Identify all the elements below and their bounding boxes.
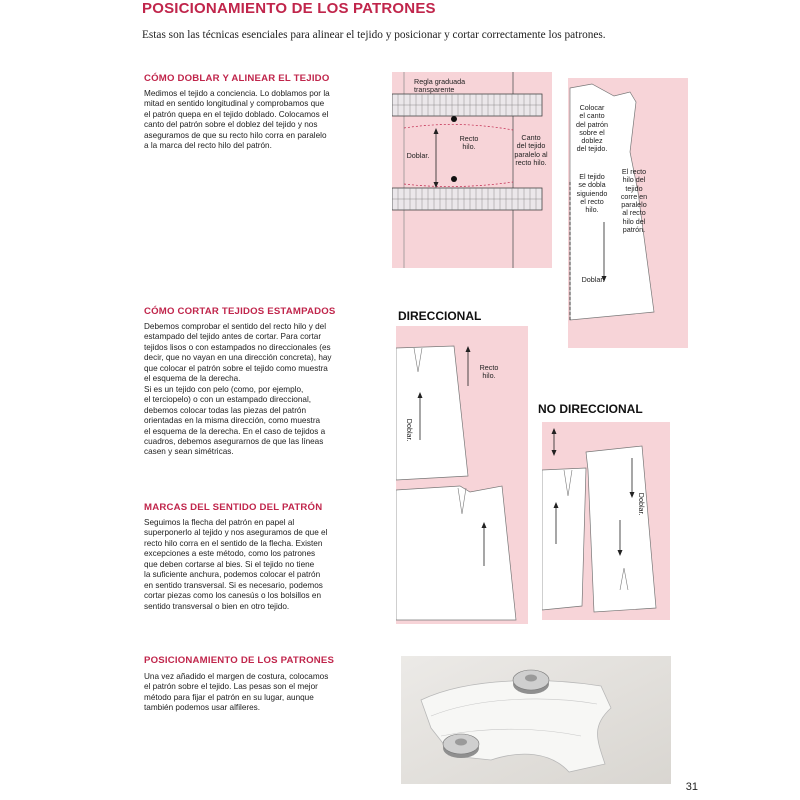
section-text-fold: Medimos el tejido a conciencia. Lo doblamos por la mitad en sentido longitudinal y comprobamos que el patrón quepa en el tejido doblado. Colocamos el canto del patrón sobre el doblez del tejido y nos aseguramos de que su recto hilo corra en paralelo a la marca del recto hilo del patrón. bbox=[144, 89, 330, 151]
weight-icon bbox=[443, 734, 479, 758]
direccional-label: DIRECCIONAL bbox=[398, 309, 482, 323]
colocar-label: Colocar el canto del patrón sobre el doblez del tejido. bbox=[576, 103, 608, 154]
recto-hilo-label-2: Recto hilo. bbox=[479, 363, 499, 381]
section-heading-marks: MARCAS DEL SENTIDO DEL PATRÓN bbox=[144, 502, 323, 513]
doblar-label-3: Doblar. bbox=[405, 418, 415, 442]
ruler-bottom bbox=[392, 188, 542, 210]
section-heading-printed: CÓMO CORTAR TEJIDOS ESTAMPADOS bbox=[144, 306, 336, 317]
marker-dot bbox=[451, 116, 457, 122]
doblar-label-4: Doblar. bbox=[637, 492, 647, 516]
section-heading-fold: CÓMO DOBLAR Y ALINEAR EL TEJIDO bbox=[144, 73, 330, 84]
marker-dot bbox=[451, 176, 457, 182]
no-direccional-label: NO DIRECCIONAL bbox=[538, 402, 643, 416]
section-text-printed: Debemos comprobar el sentido del recto hilo y del estampado del tejido antes de cortar. Para cortar tejidos lisos o con estampados no direccionales (es decir, que no vayan en una dirección concreta), hay que colocar el patrón sobre el tejido como muestra el esquema de la derecha. Si es un tejido con pelo (como, por ejemplo, el terciopelo) o con un estampado direccional, debemos colocar todas las piezas del patrón orientadas en la misma dirección, como muestra el esquema de la derecha. En el caso de tejidos a cuadros, debemos asegurarnos de que las líneas casen y sean simétricas. bbox=[144, 322, 332, 457]
section-text-marks: Seguimos la flecha del patrón en papel al superponerlo al tejido y nos aseguramos de que el recto hilo corra en el sentido de la flecha. Existen excepciones a este método, como los patrones que deben cortarse al bies. Si el tejido no tiene la suficiente anchura, podemos colocar el patrón en sentido transversal. Si es necesario, podemos cortar piezas como los canesús o los bolsillos en sentido transversal o bien en otro tejido. bbox=[144, 518, 328, 611]
photo-pattern-weights bbox=[401, 656, 671, 784]
canto-label: Canto del tejido paralelo al recto hilo. bbox=[514, 133, 548, 167]
nondirectional-diagram bbox=[542, 422, 670, 620]
weight-icon bbox=[513, 670, 549, 694]
ruler-top bbox=[392, 94, 542, 116]
page-number: 31 bbox=[685, 781, 698, 793]
pattern-piece-bottom bbox=[396, 486, 516, 620]
section-heading-positioning: POSICIONAMIENTO DE LOS PATRONES bbox=[144, 655, 335, 666]
directional-diagram bbox=[396, 326, 528, 624]
recto-label: El recto hilo del tejido corre en paralelo al recto hilo del patrón. bbox=[620, 167, 648, 235]
page-title: POSICIONAMIENTO DE LOS PATRONES bbox=[142, 0, 436, 17]
intro-text: Estas son las técnicas esenciales para alinear el tejido y posicionar y cortar correctamente los patrones. bbox=[142, 29, 606, 41]
pattern-piece-left bbox=[542, 468, 586, 610]
tejido-label: El tejido se dobla siguiendo el recto hilo. bbox=[576, 172, 608, 215]
ruler-label: Regla graduada transparente bbox=[414, 77, 466, 95]
section-text-positioning: Una vez añadido el margen de costura, colocamos el patrón sobre el tejido. Las pesas son el mejor método para fijar el patrón en su lugar, aunque también podemos usar alfileres. bbox=[144, 672, 329, 713]
doblar-label-2: Doblar. bbox=[581, 275, 605, 284]
recto-hilo-label: Recto hilo. bbox=[459, 134, 479, 152]
doblar-label: Doblar. bbox=[406, 151, 430, 160]
